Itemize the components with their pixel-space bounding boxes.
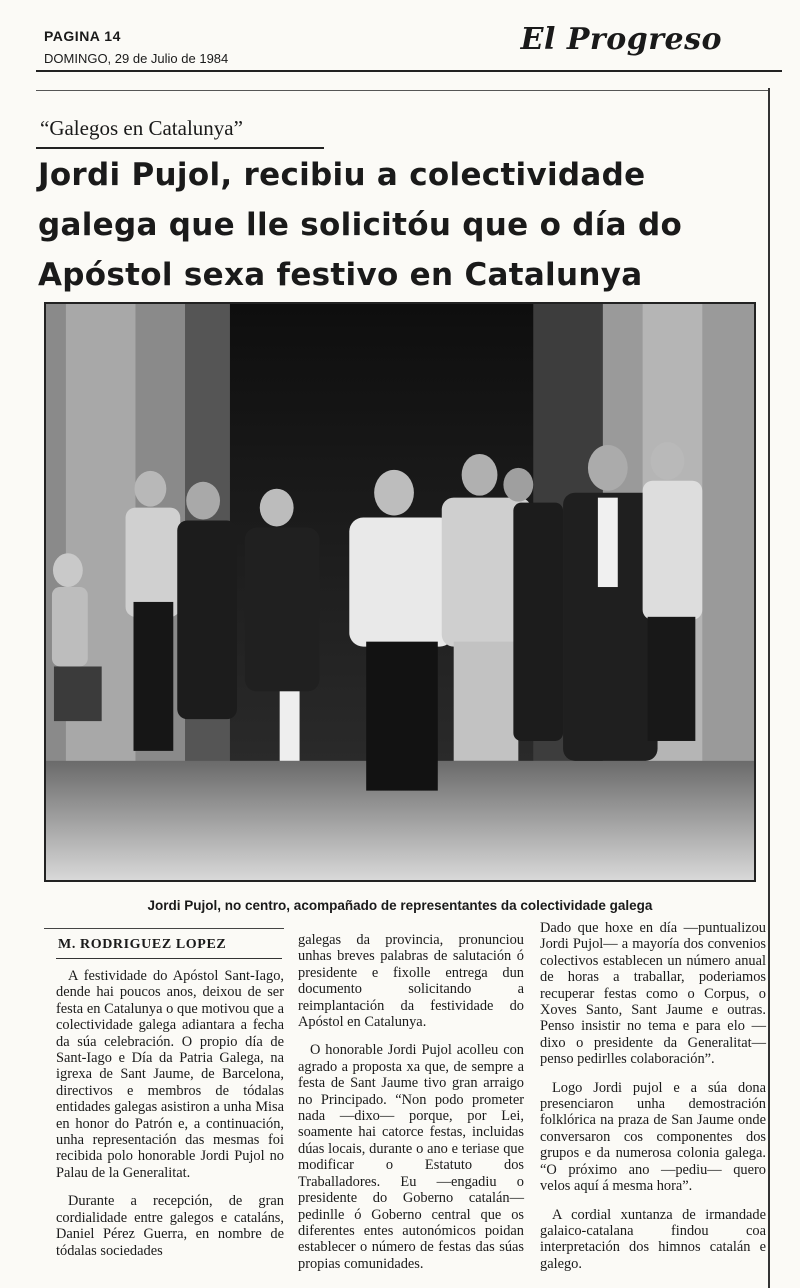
text-column-3 [540, 920, 766, 1272]
paragraph: Dado que hoxe en día —puntualizou Jordi Pujol— a mayoría dos convenios colectivos establecen un número anual de horas a traballar, poderiamos recuperar festas como o Corpus, o Xoves Santo, Sant Jaume e outras. Penso insistir no tema e para elo —dixo o presidente da Generalitat— penso pedirlles colaboración”. [540, 920, 766, 1068]
article-kicker: “Galegos en Catalunya” [40, 116, 243, 140]
paragraph: A festividade do Apóstol Sant-Iago, dende hai poucos anos, deixou de ser festa en Catalunya o que motivou que a colectividade galega adiantara a fecha da súa celebración. O propio día de Sant-Iago e Día da Patria Galega, na igrexa de Sant Jaume, de Barcelona, directivos e membros de tódalas entidades galegas asistiron a unha Misa en honor do Patrón e, a continuación, unha representación das mesmas foi recibida polo honorable Jordi Pujol no Palau de la Generalitat. [56, 968, 284, 1181]
newspaper-name: El Progreso [520, 22, 722, 57]
publication-date: DOMINGO, 29 de Julio de 1984 [44, 51, 229, 66]
photo-illustration [46, 304, 754, 880]
paragraph: A cordial xuntanza de irmandade galaico-catalana findou coa interpretación dos himnos catalán e galego. [540, 1206, 766, 1272]
caption-rule [44, 928, 284, 929]
byline-rule [56, 958, 282, 959]
photo-caption: Jordi Pujol, no centro, acompañado de representantes da colectividade galega [147, 898, 653, 913]
header-rule [36, 70, 782, 72]
article-frame-right [768, 88, 770, 1288]
article-byline: M. RODRIGUEZ LOPEZ [58, 937, 227, 952]
paragraph: Logo Jordi pujol e a súa dona presenciaron unha demostración folklórica na praza de San Jaume onde conversaron cos componentes dos grupos e da numerosa colonia galega. “O próximo ano —pediu— quero velos aquí á mesma hora”. [540, 1079, 766, 1195]
text-column-2 [298, 932, 524, 1272]
kicker-rule [36, 147, 324, 149]
article-frame-top [36, 90, 770, 91]
paragraph: Durante a recepción, de gran cordialidade entre galegos e cataláns, Daniel Pérez Guerra, en nombre de tódalas sociedades [56, 1193, 284, 1259]
article-headline: Jordi Pujol, recibiu a colectividade galega que lle solicitóu que o día do Apóstol sexa festivo en Catalunya [38, 157, 683, 293]
article-photo [44, 302, 756, 882]
paragraph: O honorable Jordi Pujol acolleu con agrado a proposta xa que, de sempre a festa de Sant Jaume tivo gran arraigo no Principado. “Non podo prometer nada —dixo— porque, por Lei, soamente hai catorce festas, incluidas dúas locais, durante o ano e teriase que modificar o Estatuto dos Traballadores. Eu —engadiu o presidente do Goberno catalán— pedinlle ó Goberno central que os diferentes entes autonómicos poidan establecer o número de festas das súas propias comunidades. [298, 1042, 524, 1272]
paragraph: galegas da provincia, pronunciou unhas breves palabras de salutación ó presidente e fixolle entrega dun documento solicitando a reimplantación da festividade do Apóstol en Catalunya. [298, 932, 524, 1031]
text-column-1 [56, 968, 284, 1259]
page-number: PAGINA 14 [44, 28, 121, 44]
